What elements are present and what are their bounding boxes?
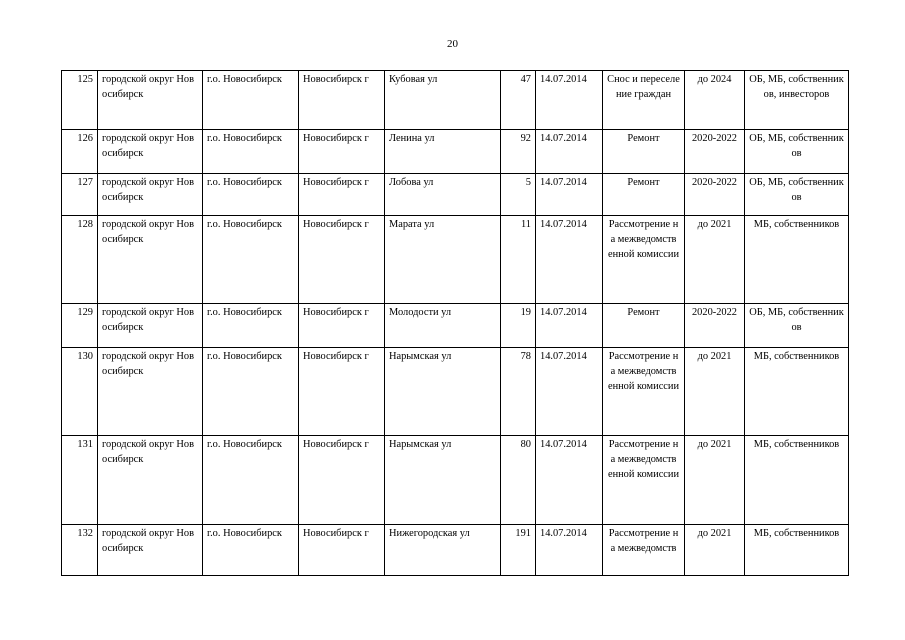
date-cell: 14.07.2014 <box>536 216 603 304</box>
date-cell: 14.07.2014 <box>536 174 603 216</box>
city-cell: Новосибирск г <box>299 304 385 348</box>
table-row <box>62 304 849 348</box>
funding-cell: МБ, собственников <box>745 348 849 436</box>
district-cell: городской округ Новосибирск <box>98 348 203 436</box>
municipality-cell: г.о. Новосибирск <box>203 216 299 304</box>
table-row <box>62 174 849 216</box>
district-cell: городской округ Новосибирск <box>98 130 203 174</box>
term-cell: до 2021 <box>685 436 745 525</box>
action-cell: Ремонт <box>603 130 685 174</box>
term-cell: до 2024 <box>685 71 745 130</box>
city-cell: Новосибирск г <box>299 130 385 174</box>
street-cell: Ленина ул <box>385 130 501 174</box>
municipality-cell: г.о. Новосибирск <box>203 174 299 216</box>
house-number-cell: 78 <box>501 348 536 436</box>
term-cell: до 2021 <box>685 216 745 304</box>
row-number: 127 <box>62 174 98 216</box>
term-cell: 2020-2022 <box>685 304 745 348</box>
action-cell: Снос и переселение граждан <box>603 71 685 130</box>
street-cell: Марата ул <box>385 216 501 304</box>
city-cell: Новосибирск г <box>299 216 385 304</box>
date-cell: 14.07.2014 <box>536 130 603 174</box>
street-cell: Молодости ул <box>385 304 501 348</box>
row-number: 130 <box>62 348 98 436</box>
district-cell: городской округ Новосибирск <box>98 71 203 130</box>
district-cell: городской округ Новосибирск <box>98 436 203 525</box>
city-cell: Новосибирск г <box>299 525 385 576</box>
municipality-cell: г.о. Новосибирск <box>203 130 299 174</box>
row-number: 128 <box>62 216 98 304</box>
action-cell: Рассмотрение на межведомств енной комиссии <box>603 436 685 525</box>
district-cell: городской округ Новосибирск <box>98 216 203 304</box>
funding-cell: МБ, собственников <box>745 216 849 304</box>
street-cell: Нарымская ул <box>385 348 501 436</box>
date-cell: 14.07.2014 <box>536 304 603 348</box>
city-cell: Новосибирск г <box>299 71 385 130</box>
funding-cell: ОБ, МБ, собственников <box>745 174 849 216</box>
table-row <box>62 216 849 304</box>
table-row <box>62 71 849 130</box>
term-cell: до 2021 <box>685 525 745 576</box>
municipality-cell: г.о. Новосибирск <box>203 525 299 576</box>
row-number: 125 <box>62 71 98 130</box>
funding-cell: МБ, собственников <box>745 436 849 525</box>
street-cell: Нижегородская ул <box>385 525 501 576</box>
city-cell: Новосибирск г <box>299 174 385 216</box>
term-cell: 2020-2022 <box>685 174 745 216</box>
housing-registry-table <box>61 70 849 576</box>
street-cell: Лобова ул <box>385 174 501 216</box>
house-number-cell: 80 <box>501 436 536 525</box>
funding-cell: МБ, собственников <box>745 525 849 576</box>
table-row <box>62 130 849 174</box>
action-cell: Рассмотрение на межведомств енной комиссии <box>603 216 685 304</box>
house-number-cell: 11 <box>501 216 536 304</box>
street-cell: Кубовая ул <box>385 71 501 130</box>
action-cell: Рассмотрение на межведомств <box>603 525 685 576</box>
row-number: 129 <box>62 304 98 348</box>
district-cell: городской округ Новосибирск <box>98 304 203 348</box>
page-number: 20 <box>447 38 458 50</box>
table-row <box>62 436 849 525</box>
date-cell: 14.07.2014 <box>536 525 603 576</box>
district-cell: городской округ Новосибирск <box>98 525 203 576</box>
house-number-cell: 47 <box>501 71 536 130</box>
table-row <box>62 348 849 436</box>
house-number-cell: 19 <box>501 304 536 348</box>
district-cell: городской округ Новосибирск <box>98 174 203 216</box>
municipality-cell: г.о. Новосибирск <box>203 436 299 525</box>
date-cell: 14.07.2014 <box>536 348 603 436</box>
house-number-cell: 92 <box>501 130 536 174</box>
row-number: 126 <box>62 130 98 174</box>
date-cell: 14.07.2014 <box>536 71 603 130</box>
row-number: 131 <box>62 436 98 525</box>
action-cell: Ремонт <box>603 304 685 348</box>
action-cell: Ремонт <box>603 174 685 216</box>
date-cell: 14.07.2014 <box>536 436 603 525</box>
funding-cell: ОБ, МБ, собственников <box>745 304 849 348</box>
term-cell: 2020-2022 <box>685 130 745 174</box>
city-cell: Новосибирск г <box>299 436 385 525</box>
action-cell: Рассмотрение на межведомств енной комиссии <box>603 348 685 436</box>
funding-cell: ОБ, МБ, собственников <box>745 130 849 174</box>
municipality-cell: г.о. Новосибирск <box>203 71 299 130</box>
municipality-cell: г.о. Новосибирск <box>203 304 299 348</box>
house-number-cell: 191 <box>501 525 536 576</box>
house-number-cell: 5 <box>501 174 536 216</box>
table-row <box>62 525 849 576</box>
city-cell: Новосибирск г <box>299 348 385 436</box>
municipality-cell: г.о. Новосибирск <box>203 348 299 436</box>
row-number: 132 <box>62 525 98 576</box>
street-cell: Нарымская ул <box>385 436 501 525</box>
term-cell: до 2021 <box>685 348 745 436</box>
funding-cell: ОБ, МБ, собственников, инвесторов <box>745 71 849 130</box>
